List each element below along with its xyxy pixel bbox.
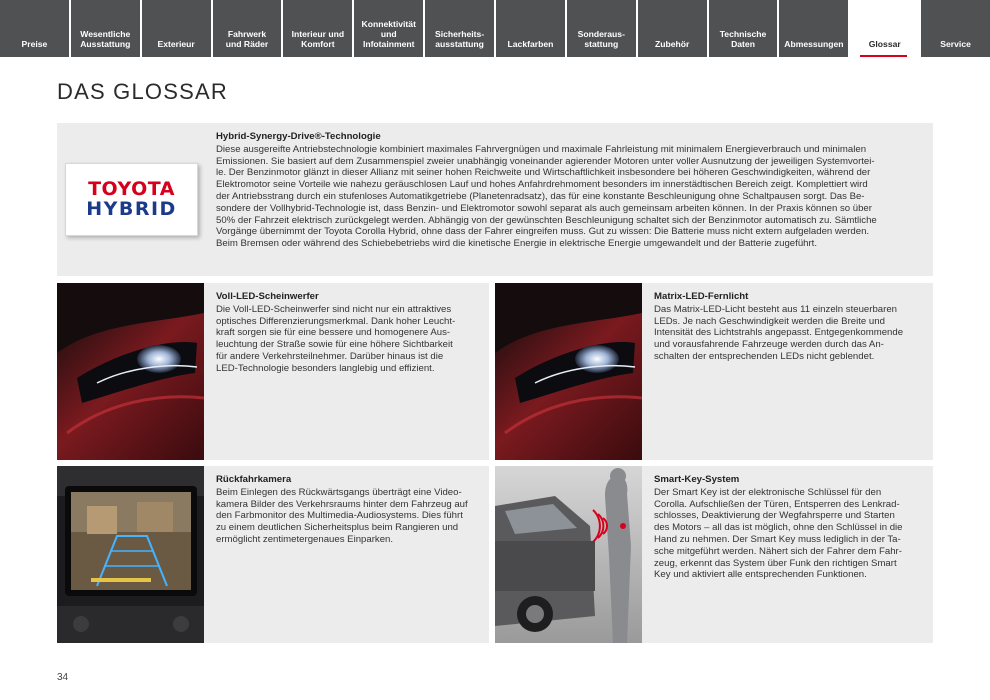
- led-text: Die Voll-LED-Scheinwerfer sind nicht nur ein attraktives optisches Differenzierungsmerkmal. Dank hoher Leucht- kraft sorgen sie für eine bessere und homogenere Aus- leuchtung der Straße sowie für eine höhere Sichtbarkeit für andere Verkehrsteilnehmer. Darüber hinaus ist die LED-Technologie besonders langlebig und effizient.: [216, 303, 456, 374]
- rear-camera-illustration: [57, 466, 204, 643]
- tab-abmessungen[interactable]: Abmessungen: [779, 0, 848, 57]
- page-number: 34: [57, 672, 69, 683]
- tab-sonderausstattung[interactable]: Sonderaus- stattung: [567, 0, 636, 57]
- toyota-hybrid-logo: [65, 163, 198, 236]
- smart-key-illustration: [495, 466, 642, 643]
- matrix-heading: Matrix-LED-Fernlicht: [654, 291, 749, 302]
- tab-interieur-und-komfort[interactable]: Interieur und Komfort: [283, 0, 352, 57]
- page-title: DAS GLOSSAR: [57, 79, 228, 104]
- smartkey-description: [654, 474, 930, 581]
- led-heading: Voll-LED-Scheinwerfer: [216, 291, 319, 302]
- top-navigation: [0, 0, 990, 57]
- tab-technische-daten[interactable]: Technische Daten: [709, 0, 778, 57]
- hybrid-heading: Hybrid-Synergy-Drive®-Technologie: [216, 131, 381, 142]
- tab-sicherheitsausstattung[interactable]: Sicherheits- ausstattung: [425, 0, 494, 57]
- smart-key-image: [495, 466, 642, 643]
- matrix-headlight-image: [495, 283, 642, 460]
- matrix-description: [654, 291, 930, 363]
- tab-lackfarben[interactable]: Lackfarben: [496, 0, 565, 57]
- hybrid-description: [216, 131, 928, 250]
- tab-service[interactable]: Service: [921, 0, 990, 57]
- tab-glossar[interactable]: Glossar: [850, 0, 919, 57]
- rear-camera-image: [57, 466, 204, 643]
- tab-konnektivitaet[interactable]: Konnektivität und Infotainment: [354, 0, 423, 57]
- led-panel: [57, 283, 489, 460]
- matrix-text: Das Matrix-LED-Licht besteht aus 11 einzeln steuerbaren LEDs. Je nach Geschwindigkeit werden die Breite und Intensität des Lichtstrahls angepasst. Entgegenkommende und vorausfahrende Fahrzeuge werden durch das An- schalten der entsprechenden LEDs nicht geblendet.: [654, 303, 904, 362]
- tab-exterieur[interactable]: Exterieur: [142, 0, 211, 57]
- smartkey-panel: [495, 466, 933, 643]
- led-description: [216, 291, 486, 375]
- smartkey-text: Der Smart Key ist der elektronische Schlüssel für den Corolla. Aufschließen der Türen, Entsperren des Lenkrad- schlosses, Deaktivierung der Wegfahrsperre und Starten des Motors – all das ist möglich, ohne den Schlüssel in die Hand zu nehmen. Der Smart Key muss lediglich in der Ta- sche mitgeführt werden. Nähert sich der Fahrer dem Fahr- zeug, erkennt das System über Funk den richtigen Smart Key und aktiviert alle entsprechenden Funktionen.: [654, 486, 903, 581]
- led-headlight-illustration: [57, 283, 204, 460]
- tab-wesentliche-ausstattung[interactable]: Wesentliche Ausstattung: [71, 0, 140, 57]
- logo-toyota-text: TOYOTA: [88, 178, 175, 200]
- tab-preise[interactable]: Preise: [0, 0, 69, 57]
- camera-panel: [57, 466, 489, 643]
- camera-text: Beim Einlegen des Rückwärtsgangs überträgt eine Video- kamera Bilder des Verkehrsraums hinter dem Fahrzeug auf den Farbmonitor des Multimedia-Audiosystems. Dies führt zu einem deutlichen Sicherheitsplus beim Rangieren und ermöglicht zentimetergenaues Einparken.: [216, 486, 468, 545]
- led-headlight-image: [57, 283, 204, 460]
- tab-zubehoer[interactable]: Zubehör: [638, 0, 707, 57]
- camera-heading: Rückfahrkamera: [216, 474, 292, 485]
- matrix-headlight-illustration: [495, 283, 642, 460]
- smartkey-heading: Smart-Key-System: [654, 474, 740, 485]
- logo-hybrid-text: HYBRID: [86, 198, 177, 220]
- matrix-panel: [495, 283, 933, 460]
- hybrid-text: Diese ausgereifte Antriebstechnologie kombiniert maximales Fahrvergnügen und maximale Fahrleistung mit minimalem Energieverbrauch und minimalen Emissionen. Sie basiert auf dem Zusammenspiel zweier unabhängig voneinander agierender Motoren unter voller Ausnutzung der jeweiligen Systemvortei- le. Der Benzinmotor glänzt in dieser Allianz mit seiner hohen Reichweite und Wirtschaftlichkeit insbesondere bei höheren Geschwindigkeiten, während der Elektromotor seine Vorteile wie nahezu geräuschlosen Lauf und hohes Anfahrdrehmoment besonders im innerstädtischen Bereich zeigt. Komplettiert wird der Antriebsstrang durch ein stufenloses Automatikgetriebe (Planetenradsatz), das für eine konstante Beschleunigung ohne Schaltpausen sorgt. Das Be- sondere der Vollhybrid-Technologie ist, dass Benzin- und Elektromotor sowohl separat als auch gemeinsam arbeiten können. In der Praxis können so über 50% der Fahrzeit elektrisch zurückgelegt werden. Abhängig von der gewünschten Beschleunigung schaltet sich der Benzinmotor automatisch zu. Sämtliche Vorgänge übernimmt der Toyota Corolla Hybrid, ohne dass der Fahrer eingreifen muss. Gut zu wissen: Die Batterie muss nicht extern aufgeladen werden. Beim Bremsen oder während des Schiebebetriebs wird die kinetische Energie in elektrische Energie umgewandelt und der Batterie zugeführt.: [216, 143, 877, 250]
- camera-description: [216, 474, 486, 546]
- hybrid-panel: [57, 123, 933, 276]
- tab-fahrwerk-und-raeder[interactable]: Fahrwerk und Räder: [213, 0, 282, 57]
